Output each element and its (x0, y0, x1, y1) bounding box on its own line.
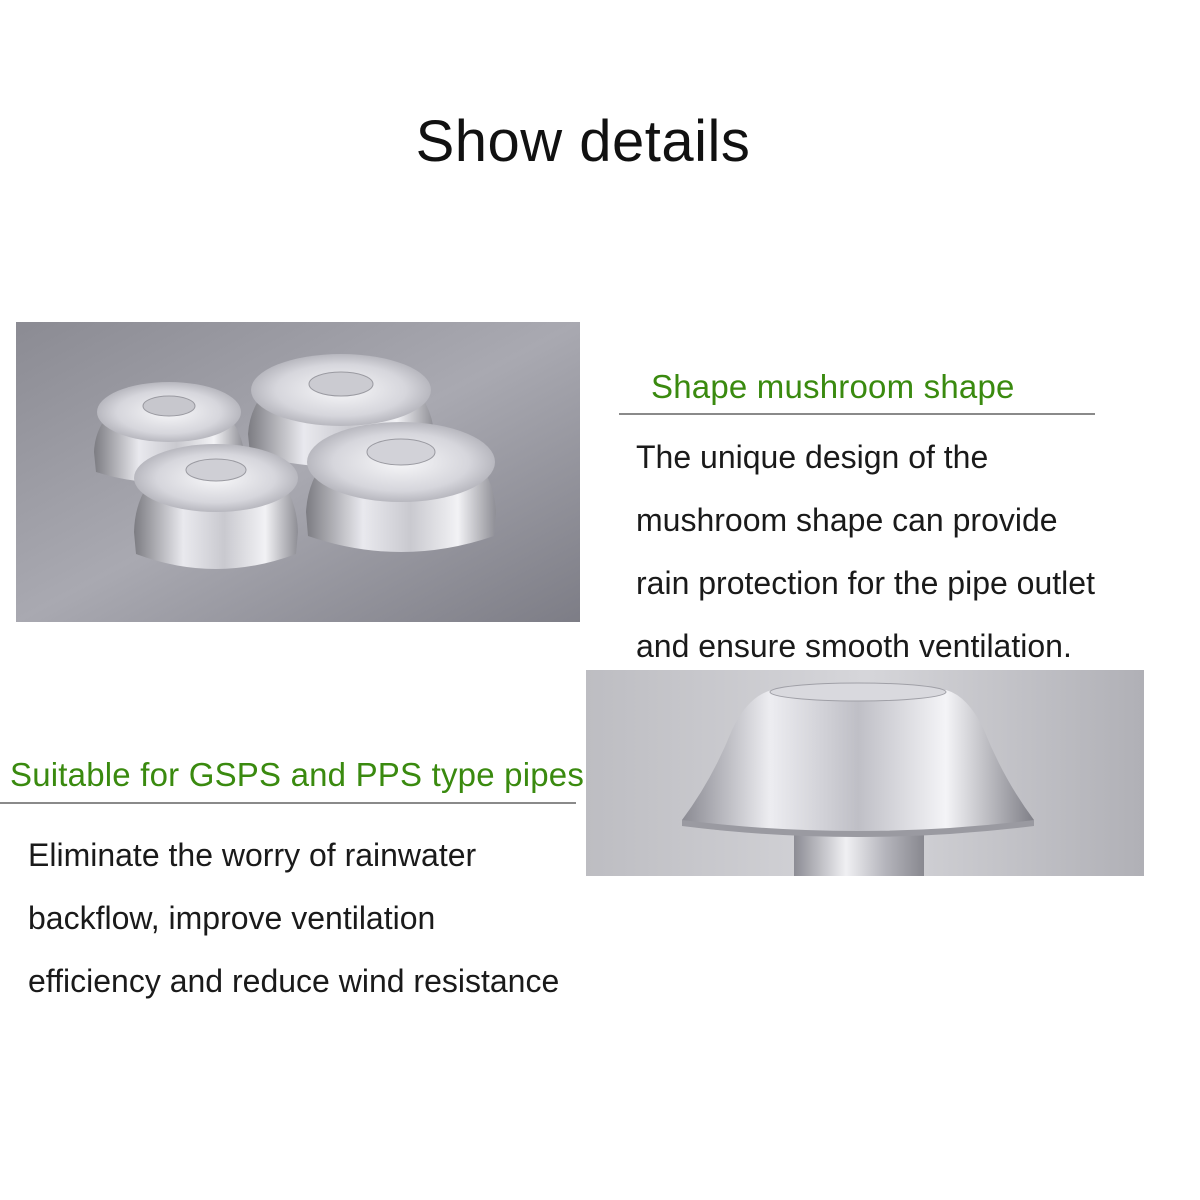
suitable-line: Eliminate the worry of rainwater (28, 837, 477, 873)
shape-line: mushroom shape can provide (636, 502, 1058, 538)
suitable-line: efficiency and reduce wind resistance (28, 963, 560, 999)
shape-description (636, 426, 1095, 678)
cap-front-left (134, 444, 298, 569)
shape-line: rain protection for the pipe outlet (636, 565, 1095, 601)
suitable-description (28, 824, 559, 1013)
page-title: Show details (415, 109, 751, 174)
four-caps-image (16, 322, 580, 622)
shape-line: and ensure smooth ventilation. (636, 628, 1072, 664)
suitable-divider (0, 802, 576, 804)
suitable-heading: Suitable for GSPS and PPS type pipes (10, 756, 585, 793)
cap-closeup-image (586, 670, 1144, 876)
closeup-photo (586, 670, 1144, 876)
shape-heading: Shape mushroom shape (651, 368, 1015, 405)
shape-divider (619, 413, 1095, 415)
shape-line: The unique design of the (636, 439, 989, 475)
suitable-line: backflow, improve ventilation (28, 900, 436, 936)
cap-front-right (306, 422, 496, 552)
group-photo (16, 322, 580, 622)
